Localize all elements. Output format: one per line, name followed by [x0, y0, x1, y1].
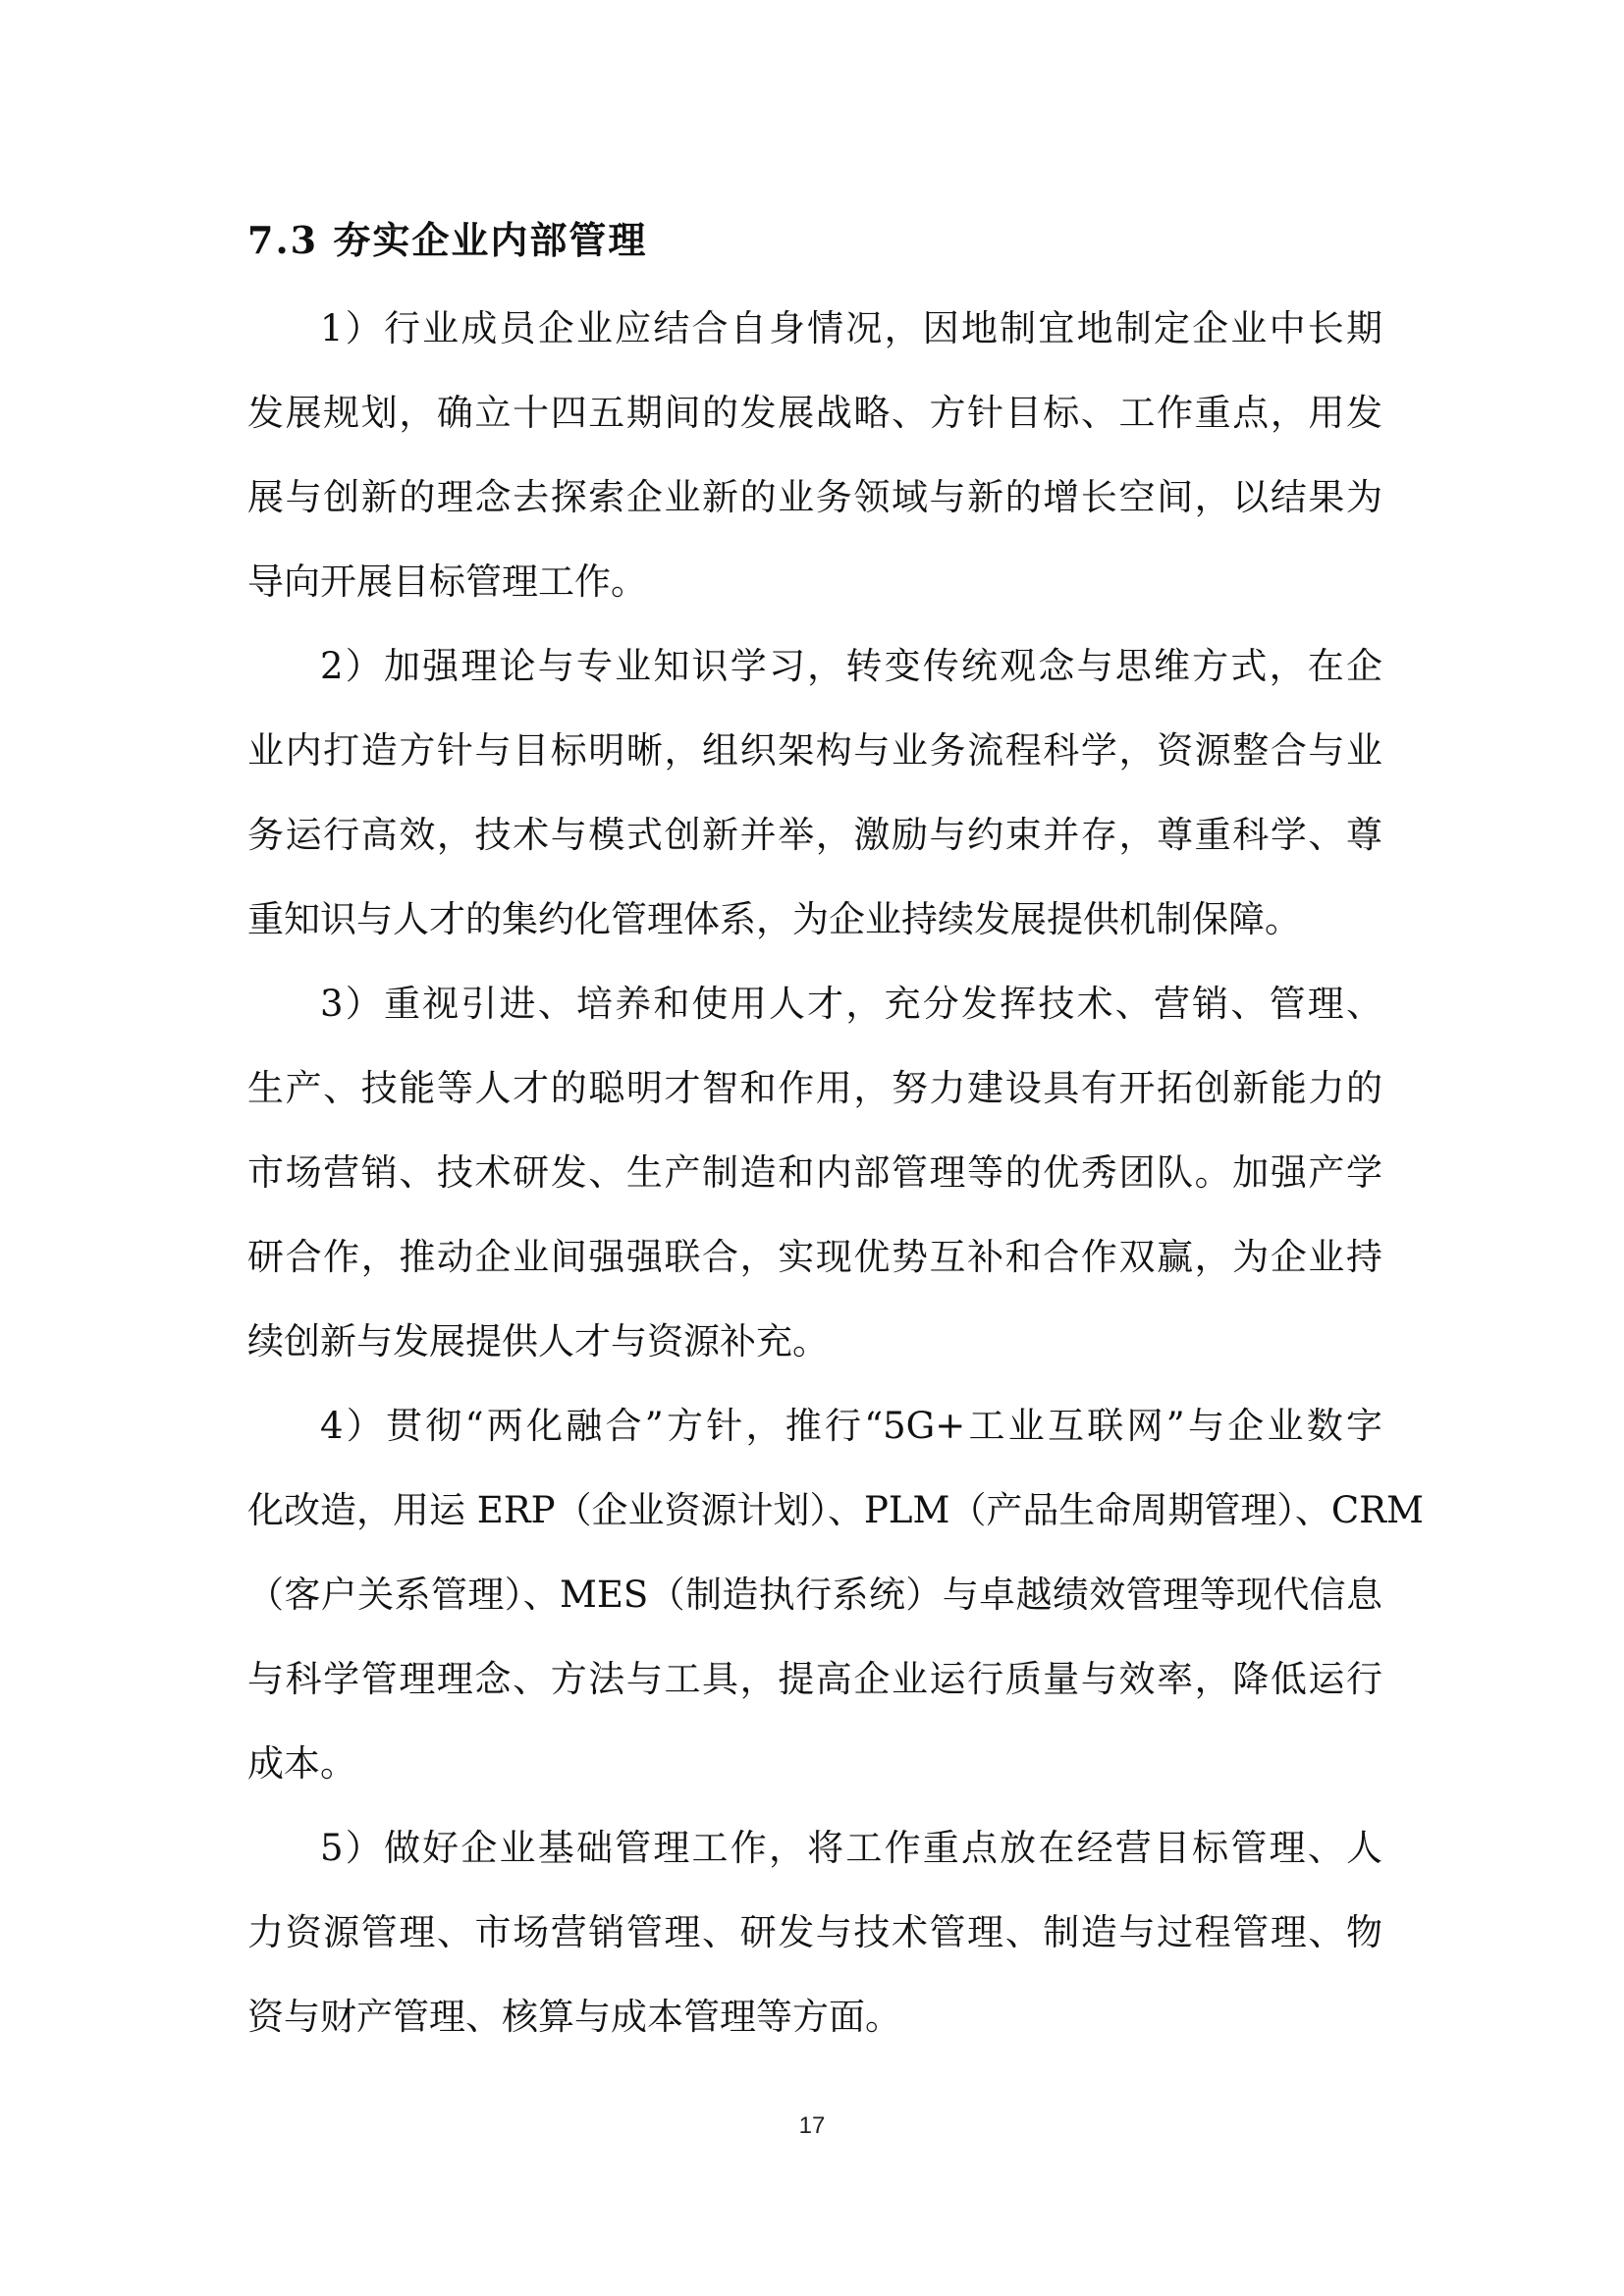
paragraph-line: 资与财产管理、核算与成本管理等方面。	[247, 1996, 901, 2038]
paragraph-line: 展与创新的理念去探索企业新的业务领域与新的增长空间，以结果为	[247, 476, 1382, 518]
paragraph-1	[247, 287, 1382, 624]
section-heading: 7.3 夯实企业内部管理	[247, 218, 648, 262]
paragraph-line: 5）做好企业基础管理工作，将工作重点放在经营目标管理、人	[320, 1827, 1382, 1869]
paragraph-line: 业内打造方针与目标明晰，组织架构与业务流程科学，资源整合与业	[247, 729, 1382, 772]
paragraph-line: 3）重视引进、培养和使用人才，充分发挥技术、营销、管理、	[320, 983, 1382, 1025]
paragraph-line: 务运行高效，技术与模式创新并举，激励与约束并存，尊重科学、尊	[247, 814, 1382, 856]
paragraph-2	[247, 624, 1382, 962]
paragraph-line: 成本。	[247, 1742, 356, 1785]
paragraph-5	[247, 1806, 1382, 2059]
paragraph-line: （客户关系管理）、MES（制造执行系统）与卓越绩效管理等现代信息	[247, 1574, 1382, 1616]
paragraph-line: 化改造，用运 ERP（企业资源计划）、PLM（产品生命周期管理）、CRM	[247, 1489, 1424, 1531]
paragraph-line: 生产、技能等人才的聪明才智和作用，努力建设具有开拓创新能力的	[247, 1067, 1382, 1109]
paragraph-line: 2）加强理论与专业知识学习，转变传统观念与思维方式，在企	[320, 645, 1382, 687]
paragraph-4	[247, 1384, 1424, 1806]
paragraph-line: 发展规划，确立十四五期间的发展战略、方针目标、工作重点，用发	[247, 392, 1382, 434]
paragraph-line: 市场营销、技术研发、生产制造和内部管理等的优秀团队。加强产学	[247, 1151, 1382, 1194]
paragraph-line: 研合作，推动企业间强强联合，实现优势互补和合作双赢，为企业持	[247, 1236, 1382, 1278]
paragraph-3	[247, 962, 1382, 1384]
paragraph-line: 续创新与发展提供人才与资源补充。	[247, 1320, 829, 1362]
paragraph-line: 1）行业成员企业应结合自身情况，因地制宜地制定企业中长期	[320, 307, 1382, 349]
paragraph-line: 重知识与人才的集约化管理体系，为企业持续发展提供机制保障。	[247, 898, 1301, 940]
paragraph-line: 4）贯彻“两化融合”方针，推行“5G+工业互联网”与企业数字	[320, 1405, 1382, 1447]
paragraph-line: 力资源管理、市场营销管理、研发与技术管理、制造与过程管理、物	[247, 1911, 1382, 1953]
paragraph-line: 与科学管理理念、方法与工具，提高企业运行质量与效率，降低运行	[247, 1658, 1382, 1700]
page-number: 17	[798, 2112, 826, 2139]
paragraph-line: 导向开展目标管理工作。	[247, 561, 647, 603]
